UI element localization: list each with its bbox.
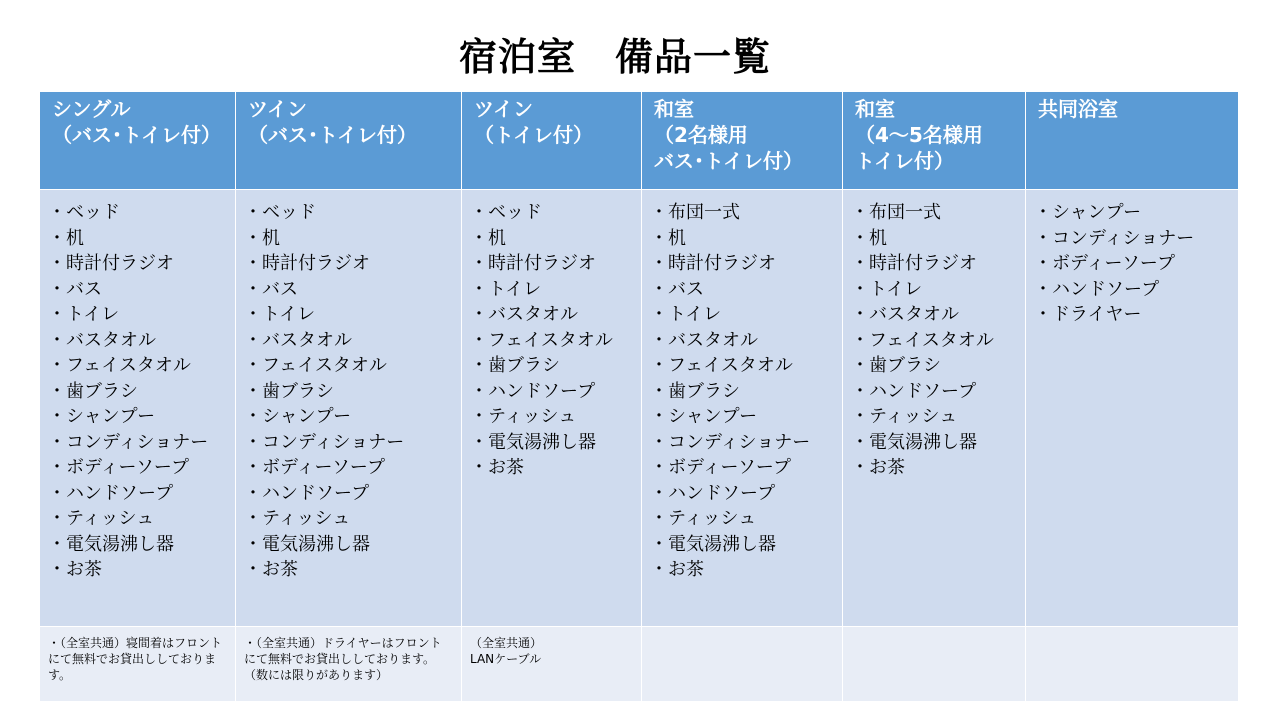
note-text: ・（全室共通）寝間着はフロントにて無料でお貸出ししております。 [48,636,223,682]
amenity-item: ・時計付ラジオ [650,253,776,274]
amenity-item: ・コンディショナー [650,431,811,453]
header-row [40,92,1239,190]
amenity-item: ・お茶 [470,457,524,478]
column-header-line: シングル [52,97,131,121]
amenity-item: ・トイレ [244,304,316,325]
note-cell-twin-toilet [462,627,642,702]
amenity-item: ・机 [48,227,84,249]
amenity-item: ・バスタオル [48,329,156,351]
amenity-item: ・フェイスタオル [650,355,793,376]
amenity-item: ・時計付ラジオ [470,253,596,274]
amenity-item: ・電気湯沸し器 [650,533,776,555]
notes-row [40,627,1239,702]
column-header-japanese-2 [642,92,843,190]
amenity-item: ・バスタオル [851,304,959,325]
column-header-single-bath-toilet [40,92,236,190]
amenity-item: ・ハンドソープ [1034,278,1160,300]
amenity-item: ・フェイスタオル [851,329,994,351]
amenity-item: ・シャンプー [650,406,758,427]
amenity-item: ・お茶 [650,559,704,580]
amenity-item: ・電気湯沸し器 [470,431,596,453]
amenity-item: ・フェイスタオル [470,329,613,351]
amenity-item: ・バスタオル [244,329,352,351]
amenity-item: ・歯ブラシ [851,355,941,376]
amenity-item: ・トイレ [851,278,923,300]
column-header-line: 和室 [855,97,895,121]
amenity-item: ・布団一式 [851,202,941,223]
amenity-item: ・時計付ラジオ [851,253,977,274]
amenity-item: ・バスタオル [470,304,578,325]
amenity-item: ・コンディショナー [1034,227,1195,249]
amenity-item: ・ティッシュ [650,508,757,529]
amenity-item: ・布団一式 [650,202,740,223]
column-header-line: ツイン [474,97,533,121]
amenity-item: ・ドライヤー [1034,304,1142,325]
amenity-item: ・お茶 [48,559,102,580]
amenity-item: ・バス [244,278,298,300]
amenity-list-twin-toilet [462,190,642,627]
amenity-item: ・ボディーソープ [1034,253,1175,274]
column-header-japanese-4-5 [843,92,1026,190]
amenity-item: ・机 [851,227,887,249]
amenity-item: ・歯ブラシ [470,355,560,376]
note-cell-japanese-2 [642,627,843,702]
amenity-list-twin-bath-toilet [236,190,462,627]
amenity-item: ・コンディショナー [48,431,209,453]
amenity-item: ・フェイスタオル [48,355,191,376]
amenity-item: ・歯ブラシ [48,380,138,402]
amenity-item: ・ボディーソープ [650,457,791,478]
amenity-item: ・お茶 [244,559,298,580]
column-header-shared-bath [1026,92,1239,190]
amenity-item: ・ハンドソープ [851,380,977,402]
amenity-item: ・ハンドソープ [244,482,370,504]
amenity-item: ・歯ブラシ [244,380,334,402]
column-header-line: トイレ付） [855,149,954,173]
amenity-item: ・トイレ [650,304,722,325]
amenity-item: ・フェイスタオル [244,355,387,376]
column-header-line: バス･トイレ付） [654,149,803,173]
amenity-item: ・ティッシュ [244,508,351,529]
amenity-item: ・電気湯沸し器 [244,533,370,555]
column-header-twin-toilet [462,92,642,190]
amenity-item: ・ベッド [244,202,316,223]
amenity-list-single-bath-toilet [40,190,236,627]
amenity-item: ・電気湯沸し器 [851,431,977,453]
note-cell-twin-bath-toilet [236,627,462,702]
column-header-line: （バス･トイレ付） [248,123,417,147]
column-header-line: （2名様用 [654,123,748,147]
amenity-item: ・歯ブラシ [650,380,740,402]
note-text: （全室共通） LANケーブル [470,636,543,666]
note-cell-shared-bath [1026,627,1239,702]
amenity-item: ・ハンドソープ [48,482,174,504]
amenities-table [39,91,1239,702]
amenity-item: ・ベッド [48,202,120,223]
amenity-item: ・バスタオル [650,329,758,351]
amenity-item: ・コンディショナー [244,431,405,453]
amenity-item: ・ハンドソープ [470,380,596,402]
amenity-item: ・机 [650,227,686,249]
amenity-list-japanese-4-5 [843,190,1026,627]
amenity-list-shared-bath [1026,190,1239,627]
column-header-line: 和室 [654,97,694,121]
amenity-item: ・シャンプー [1034,202,1142,223]
amenity-item: ・シャンプー [48,406,156,427]
column-header-line: 共同浴室 [1038,97,1118,121]
items-row [40,190,1239,627]
amenity-item: ・机 [470,227,506,249]
amenity-item: ・お茶 [851,457,905,478]
column-header-line: （4～5名様用 [855,123,983,147]
amenity-item: ・シャンプー [244,406,352,427]
amenity-item: ・バス [48,278,102,300]
amenity-item: ・バス [650,278,704,300]
amenity-item: ・時計付ラジオ [48,253,174,274]
column-header-twin-bath-toilet [236,92,462,190]
amenity-item: ・机 [244,227,280,249]
amenity-item: ・ティッシュ [48,508,155,529]
column-header-line: （バス･トイレ付） [52,123,221,147]
column-header-line: ツイン [248,97,307,121]
amenity-item: ・ハンドソープ [650,482,776,504]
amenity-item: ・電気湯沸し器 [48,533,174,555]
page-title: 宿泊室 備品一覧 [458,35,771,79]
amenity-item: ・ボディーソープ [48,457,189,478]
amenity-item: ・ティッシュ [851,406,958,427]
amenity-item: ・ベッド [470,202,542,223]
note-cell-japanese-4-5 [843,627,1026,702]
amenity-item: ・時計付ラジオ [244,253,370,274]
column-header-line: （トイレ付） [474,123,593,147]
amenity-item: ・トイレ [470,278,542,300]
amenity-item: ・ボディーソープ [244,457,385,478]
note-text: ・（全室共通）ドライヤーはフロントにて無料でお貸出ししております。（数には限りがあります） [244,636,442,682]
amenity-list-japanese-2 [642,190,843,627]
amenity-item: ・ティッシュ [470,406,577,427]
note-cell-single-bath-toilet [40,627,236,702]
amenity-item: ・トイレ [48,304,120,325]
